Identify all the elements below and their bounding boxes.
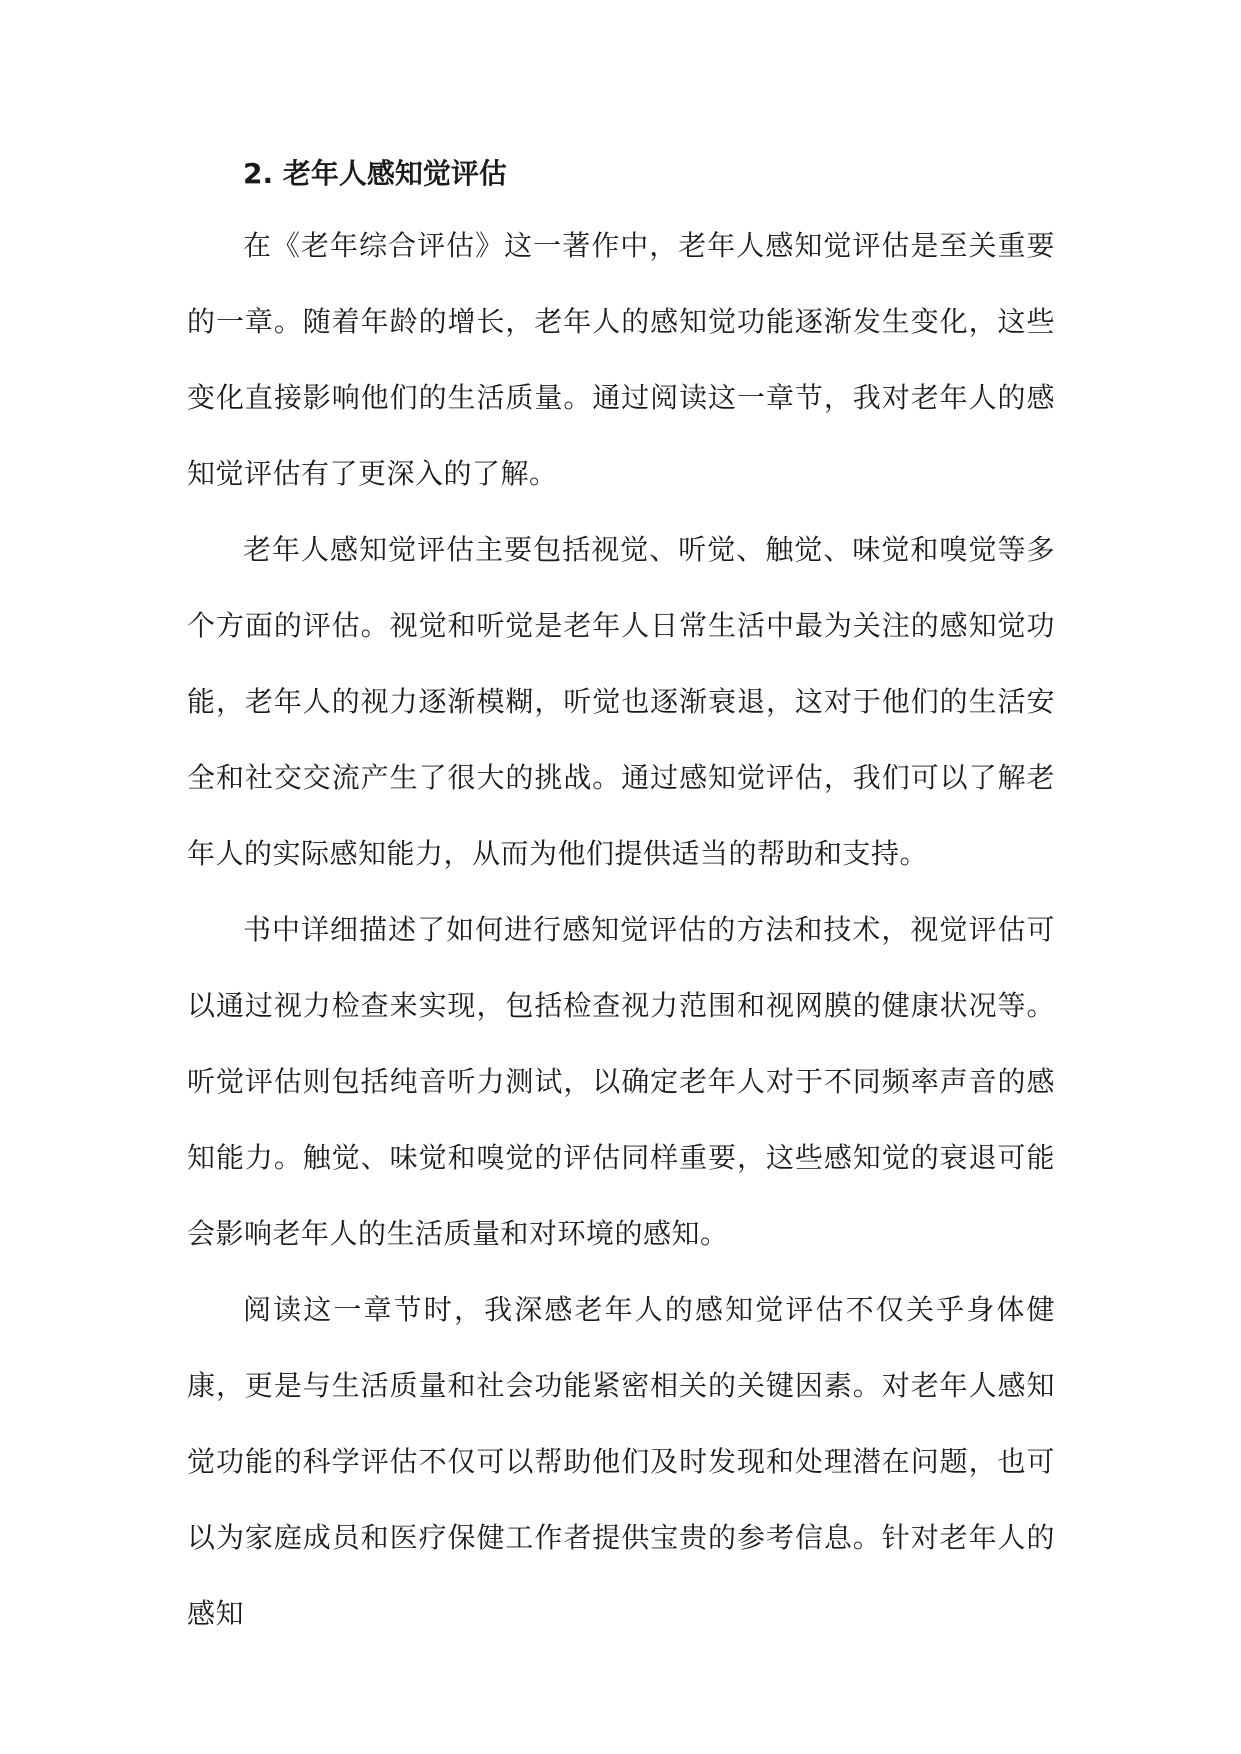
- paragraph-4: 阅读这一章节时，我深感老年人的感知觉评估不仅关乎身体健康，更是与生活质量和社会功能紧密相关的关键因素。对老年人感知觉功能的科学评估不仅可以帮助他们及时发现和处理潜在问题，也可以为家庭成员和医疗保健工作者提供宝贵的参考信息。针对老年人的感知: [187, 1293, 1055, 1630]
- document-body: [187, 140, 1055, 1652]
- paragraph-1: 在《老年综合评估》这一著作中，老年人感知觉评估是至关重要的一章。随着年龄的增长，老年人的感知觉功能逐渐发生变化，这些变化直接影响他们的生活质量。通过阅读这一章节，我对老年人的感知觉评估有了更深入的了解。: [187, 229, 1055, 490]
- paragraph-3: 书中详细描述了如何进行感知觉评估的方法和技术，视觉评估可以通过视力检查来实现，包括检查视力范围和视网膜的健康状况等。听觉评估则包括纯音听力测试，以确定老年人对于不同频率声音的感知能力。触觉、味觉和嗅觉的评估同样重要，这些感知觉的衰退可能会影响老年人的生活质量和对环境的感知。: [187, 913, 1055, 1250]
- section-heading: 2. 老年人感知觉评估: [243, 157, 507, 190]
- paragraph-2: 老年人感知觉评估主要包括视觉、听觉、触觉、味觉和嗅觉等多个方面的评估。视觉和听觉是老年人日常生活中最为关注的感知觉功能，老年人的视力逐渐模糊，听觉也逐渐衰退，这对于他们的生活安全和社交交流产生了很大的挑战。通过感知觉评估，我们可以了解老年人的实际感知能力，从而为他们提供适当的帮助和支持。: [187, 533, 1055, 870]
